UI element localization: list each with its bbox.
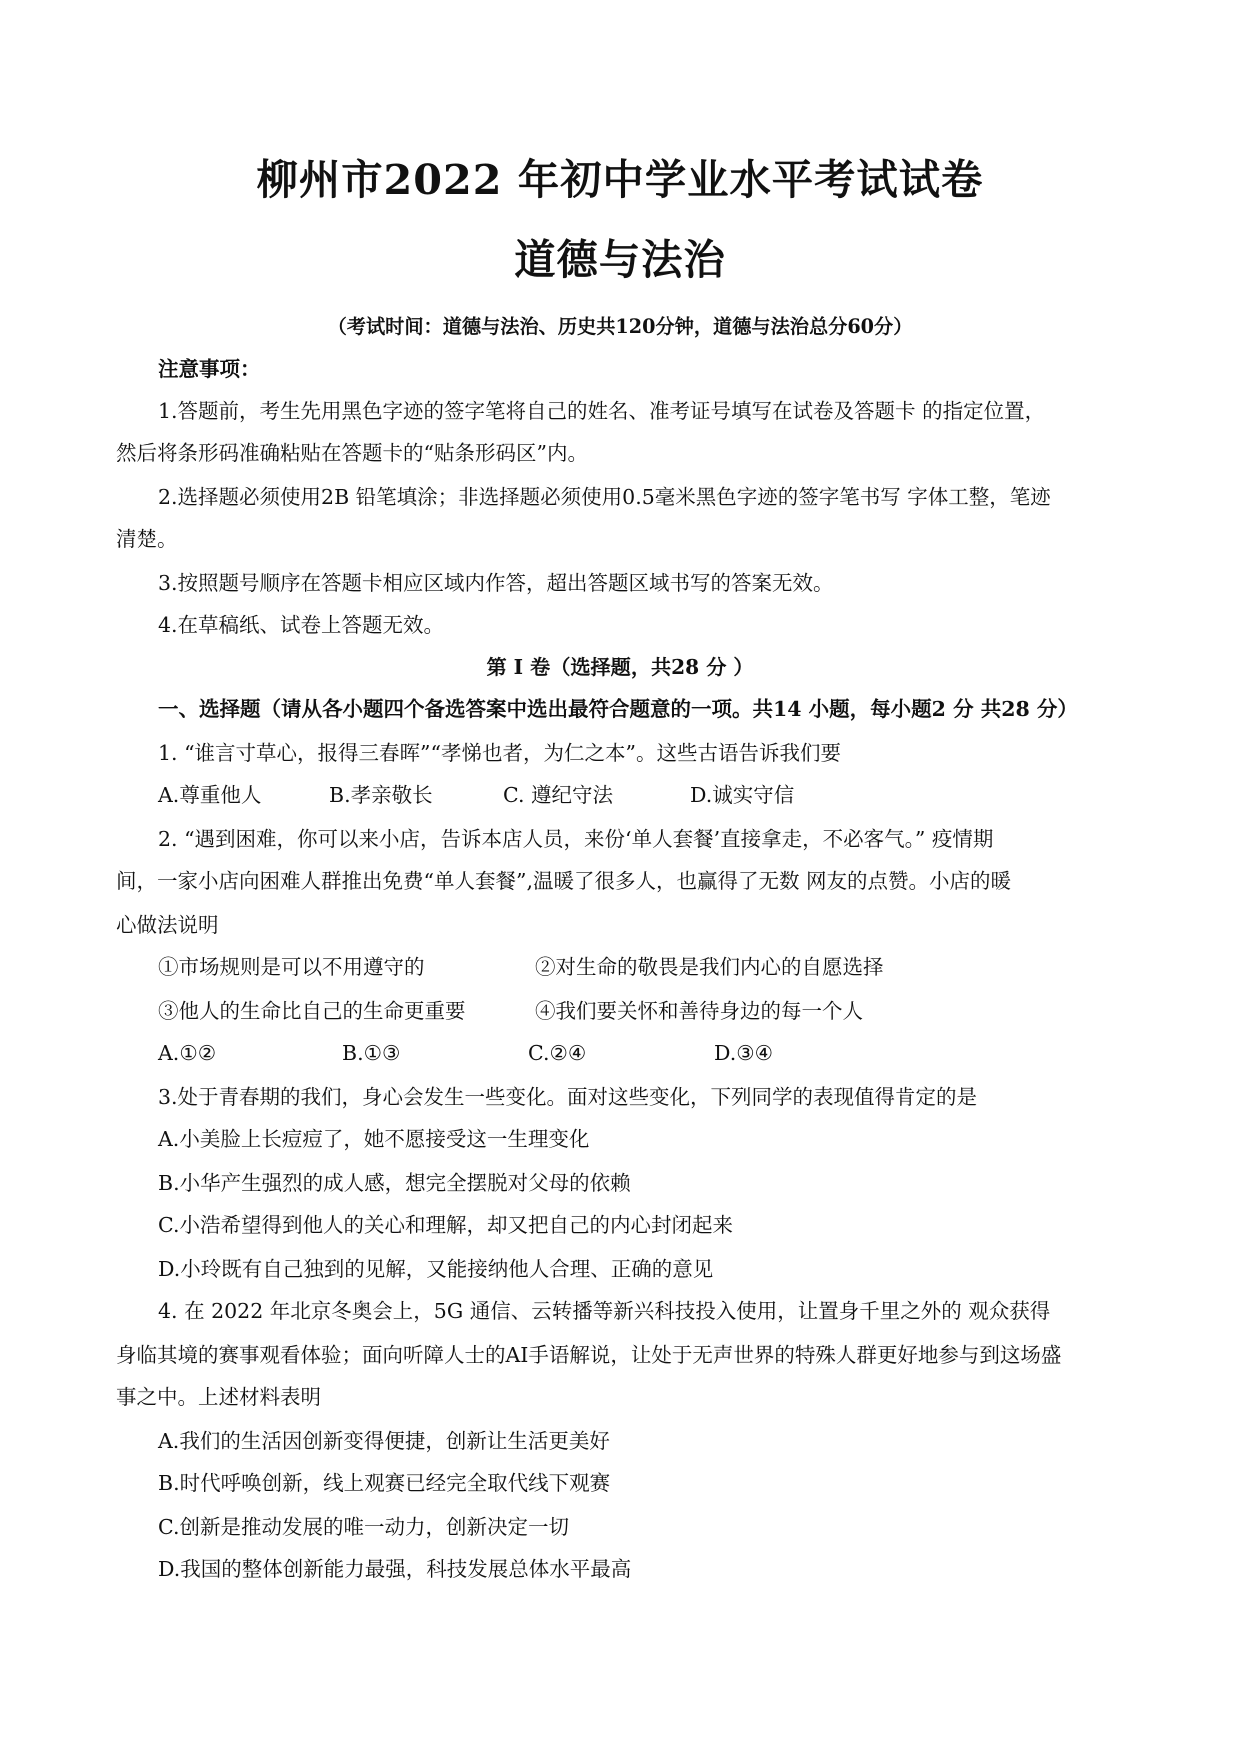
option-a: A.我们的生活因创新变得便捷，创新让生活更美好 (158, 1429, 610, 1453)
option-c: C. 遵纪守法 (503, 783, 613, 807)
notice-line: 2.选择题必须使用2B 铅笔填涂；非选择题必须使用0.5毫米黑色字迹的签字笔书写 字体工整，笔迹 (158, 485, 1051, 509)
subject-title: 道德与法治 (514, 235, 726, 284)
question-4-stem: 身临其境的赛事观看体验；面向听障人士的AI手语解说，让处于无声世界的特殊人群更好地参与到这场盛 (116, 1343, 1062, 1367)
question-2-options (158, 1038, 773, 1068)
question-1-options (158, 780, 794, 810)
exam-title: 柳州市2022 年初中学业水平考试试卷 (256, 155, 984, 204)
notice-line: 4.在草稿纸、试卷上答题无效。 (158, 613, 445, 637)
question-2-stem: 间，一家小店向困难人群推出免费“单人套餐”,温暖了很多人，也赢得了无数 网友的点赞。小店的暖 (116, 869, 1011, 893)
exam-info: （考试时间：道德与法治、历史共120分钟，道德与法治总分60分） (327, 315, 913, 338)
option-c: C.小浩希望得到他人的关心和理解，却又把自己的内心封闭起来 (158, 1213, 733, 1237)
option-d: D.③④ (714, 1041, 773, 1065)
notice-line: 然后将条形码准确粘贴在答题卡的“贴条形码区”内。 (116, 441, 588, 465)
option-b: B.小华产生强烈的成人感，想完全摆脱对父母的依赖 (158, 1171, 631, 1195)
option-c: C.②④ (528, 1041, 587, 1065)
notice-heading: 注意事项： (158, 357, 261, 381)
question-4-stem: 事之中。上述材料表明 (116, 1385, 321, 1409)
option-a: A.①② (158, 1041, 217, 1065)
question-2-statements (158, 952, 884, 982)
question-2-statements (158, 996, 863, 1026)
section-heading: 一、选择题（请从各小题四个备选答案中选出最符合题意的一项。共14 小题，每小题2 分 共28 分） (158, 697, 1078, 721)
statement: ②对生命的敬畏是我们内心的自愿选择 (535, 955, 884, 979)
statement: ④我们要关怀和善待身边的每一个人 (535, 999, 863, 1023)
option-b: B.孝亲敬长 (329, 783, 433, 807)
option-d: D.诚实守信 (690, 783, 795, 807)
option-a: A.小美脸上长痘痘了，她不愿接受这一生理变化 (158, 1127, 590, 1151)
notice-line: 清楚。 (116, 527, 178, 551)
option-b: B.①③ (342, 1041, 401, 1065)
option-c: C.创新是推动发展的唯一动力，创新决定一切 (158, 1515, 569, 1539)
option-d: D.我国的整体创新能力最强，科技发展总体水平最高 (158, 1557, 632, 1581)
option-b: B.时代呼唤创新，线上观赛已经完全取代线下观赛 (158, 1471, 611, 1495)
option-d: D.小玲既有自己独到的见解，又能接纳他人合理、正确的意见 (158, 1257, 714, 1281)
question-2-stem: 2. “遇到困难，你可以来小店，告诉本店人员，来份‘单人套餐’直接拿走，不必客气。” 疫情期 (158, 827, 994, 851)
question-3-stem: 3.处于青春期的我们，身心会发生一些变化。面对这些变化，下列同学的表现值得肯定的是 (158, 1085, 978, 1109)
statement: ①市场规则是可以不用遵守的 (158, 955, 425, 979)
statement: ③他人的生命比自己的生命更重要 (158, 999, 466, 1023)
question-1-stem: 1. “谁言寸草心，报得三春晖”“孝悌也者，为仁之本”。这些古语告诉我们要 (158, 741, 841, 765)
question-4-stem: 4. 在 2022 年北京冬奥会上，5G 通信、云转播等新兴科技投入使用，让置身千里之外的 观众获得 (158, 1299, 1051, 1323)
option-a: A.尊重他人 (158, 783, 262, 807)
notice-line: 1.答题前，考生先用黑色字迹的签字笔将自己的姓名、准考证号填写在试卷及答题卡 的指定位置， (158, 399, 1046, 423)
part1-heading: 第 I 卷（选择题，共28 分 ） (486, 655, 754, 679)
notice-line: 3.按照题号顺序在答题卡相应区域内作答，超出答题区域书写的答案无效。 (158, 571, 834, 595)
question-2-stem: 心做法说明 (116, 913, 219, 937)
